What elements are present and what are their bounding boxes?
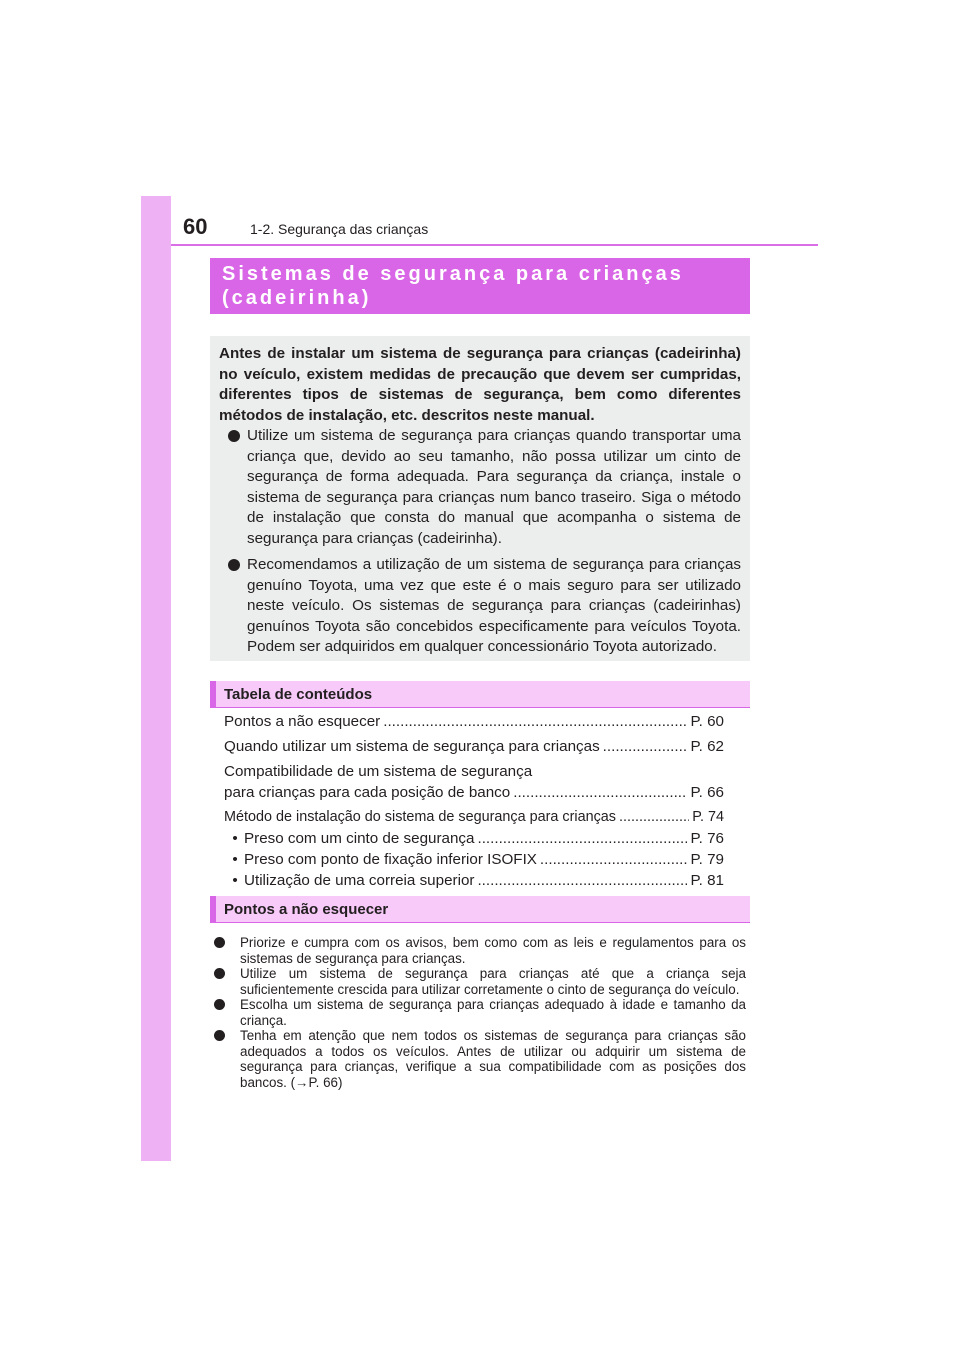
- intro-lead: Antes de instalar um sistema de segurança para crianças (cadeirinha) no veículo, existem medidas de precaução que devem ser cumpridas, diferentes tipos de sistemas de segurança, bem como diferentes métodos de instalação, etc. descritos neste manual.: [219, 345, 741, 424]
- page-title: [210, 258, 750, 314]
- page-title-line1: Sistemas de segurança para crianças: [222, 263, 684, 285]
- pontos-bullet-text: Utilize um sistema de segurança para crianças até que a criança seja suficientemente crescida para utilizar corretamente o cinto de segurança do veículo.: [240, 966, 746, 997]
- pontos-bullet-text: Priorize e cumpra com os avisos, bem como com as leis e regulamentos para os sistemas de segurança para crianças.: [240, 935, 746, 966]
- intro-bullet-text: Recomendamos a utilização de um sistema de segurança para crianças genuíno Toyota, uma vez que este é o mais seguro para ser utilizado neste veículo. Os sistemas de segurança para crianças (cadeirinhas) genuínos Toyota são concebidos especificamente para veículos Toyota. Podem ser adquiridos em qualquer concessionário Toyota autorizado.: [247, 556, 741, 655]
- intro-box: [210, 336, 750, 661]
- toc-subitem[interactable]: [224, 851, 724, 872]
- toc-leader: [477, 830, 687, 847]
- toc-item-page: P. 74: [692, 809, 724, 825]
- toc-item-label: Preso com ponto de fixação inferior ISOFIX: [244, 851, 537, 868]
- pontos-bullet-text: Escolha um sistema de segurança para crianças adequado à idade e tamanho da criança.: [240, 997, 746, 1028]
- bullet-dot-icon: [214, 968, 225, 979]
- toc-item-label-line1: Compatibilidade de um sistema de segurança: [224, 763, 533, 780]
- pontos-list: [212, 935, 746, 1090]
- intro-bullet-text: Utilize um sistema de segurança para crianças quando transportar uma criança que, devido ao seu tamanho, não possa utilizar um cinto de segurança de forma adequada. Para segurança da criança, instale o sistema de segurança para crianças num banco traseiro. Siga o método de instalação que consta do manual que acompanha o sistema de segurança para crianças (cadeirinha).: [247, 427, 741, 547]
- toc-item[interactable]: [224, 738, 724, 759]
- toc-leader: [603, 738, 688, 755]
- pontos-bullet-text: Tenha em atenção que nem todos os sistemas de segurança para crianças são adequados a todos os veículos. Antes de utilizar ou adquirir um sistema de segurança para crianças, verifique a sua compatibilidade com as posições dos bancos. (→P. 66): [240, 1028, 746, 1090]
- toc-item-label: para crianças para cada posição de banco: [224, 784, 511, 801]
- toc-item[interactable]: [224, 763, 724, 805]
- toc-item-page: P. 76: [690, 830, 724, 847]
- toc-bullet: •: [232, 830, 238, 847]
- bullet-dot-icon: [214, 937, 225, 948]
- pontos-bullet: [212, 966, 746, 997]
- section-title: 1-2. Segurança das crianças: [250, 221, 429, 237]
- toc-item-label: Preso com um cinto de segurança: [244, 830, 475, 847]
- toc-leader: [540, 851, 688, 868]
- bullet-dot-icon: [214, 1030, 225, 1041]
- pontos-bullet: [212, 1028, 746, 1090]
- toc-item-label: Pontos a não esquecer: [224, 713, 381, 730]
- toc-item-label: Método de instalação do sistema de segurança para crianças: [224, 809, 616, 825]
- toc-subitem[interactable]: [224, 872, 724, 893]
- pontos-heading: Pontos a não esquecer: [210, 896, 750, 923]
- toc-item-page: P. 79: [690, 851, 724, 868]
- toc-leader: [619, 809, 689, 825]
- bullet-dot-icon: [214, 999, 225, 1010]
- bullet-dot-icon: [228, 430, 240, 442]
- page-side-tab: [141, 196, 171, 1161]
- toc-item[interactable]: [224, 809, 724, 830]
- toc-item-label: Quando utilizar um sistema de segurança para crianças: [224, 738, 600, 755]
- toc-bullet: •: [232, 851, 238, 868]
- toc-item[interactable]: [224, 713, 724, 734]
- pontos-bullet: [212, 935, 746, 966]
- toc-item-page: P. 62: [690, 738, 724, 755]
- toc-bullet: •: [232, 872, 238, 889]
- page-number: 60: [183, 214, 208, 239]
- table-of-contents: [224, 713, 724, 893]
- toc-leader: [477, 872, 687, 889]
- toc-item-page: P. 81: [690, 872, 724, 889]
- header-rule: [171, 244, 818, 246]
- intro-bullet: [219, 555, 741, 658]
- toc-subitem[interactable]: [224, 830, 724, 851]
- intro-bullet: [219, 426, 741, 549]
- toc-leader: [513, 784, 687, 801]
- toc-heading: Tabela de conteúdos: [210, 681, 750, 708]
- toc-item-page: P. 66: [690, 784, 724, 801]
- bullet-dot-icon: [228, 559, 240, 571]
- toc-leader: [383, 713, 687, 730]
- toc-item-label: Utilização de uma correia superior: [244, 872, 475, 889]
- page-title-line2: (cadeirinha): [222, 287, 372, 309]
- pontos-bullet: [212, 997, 746, 1028]
- toc-item-page: P. 60: [690, 713, 724, 730]
